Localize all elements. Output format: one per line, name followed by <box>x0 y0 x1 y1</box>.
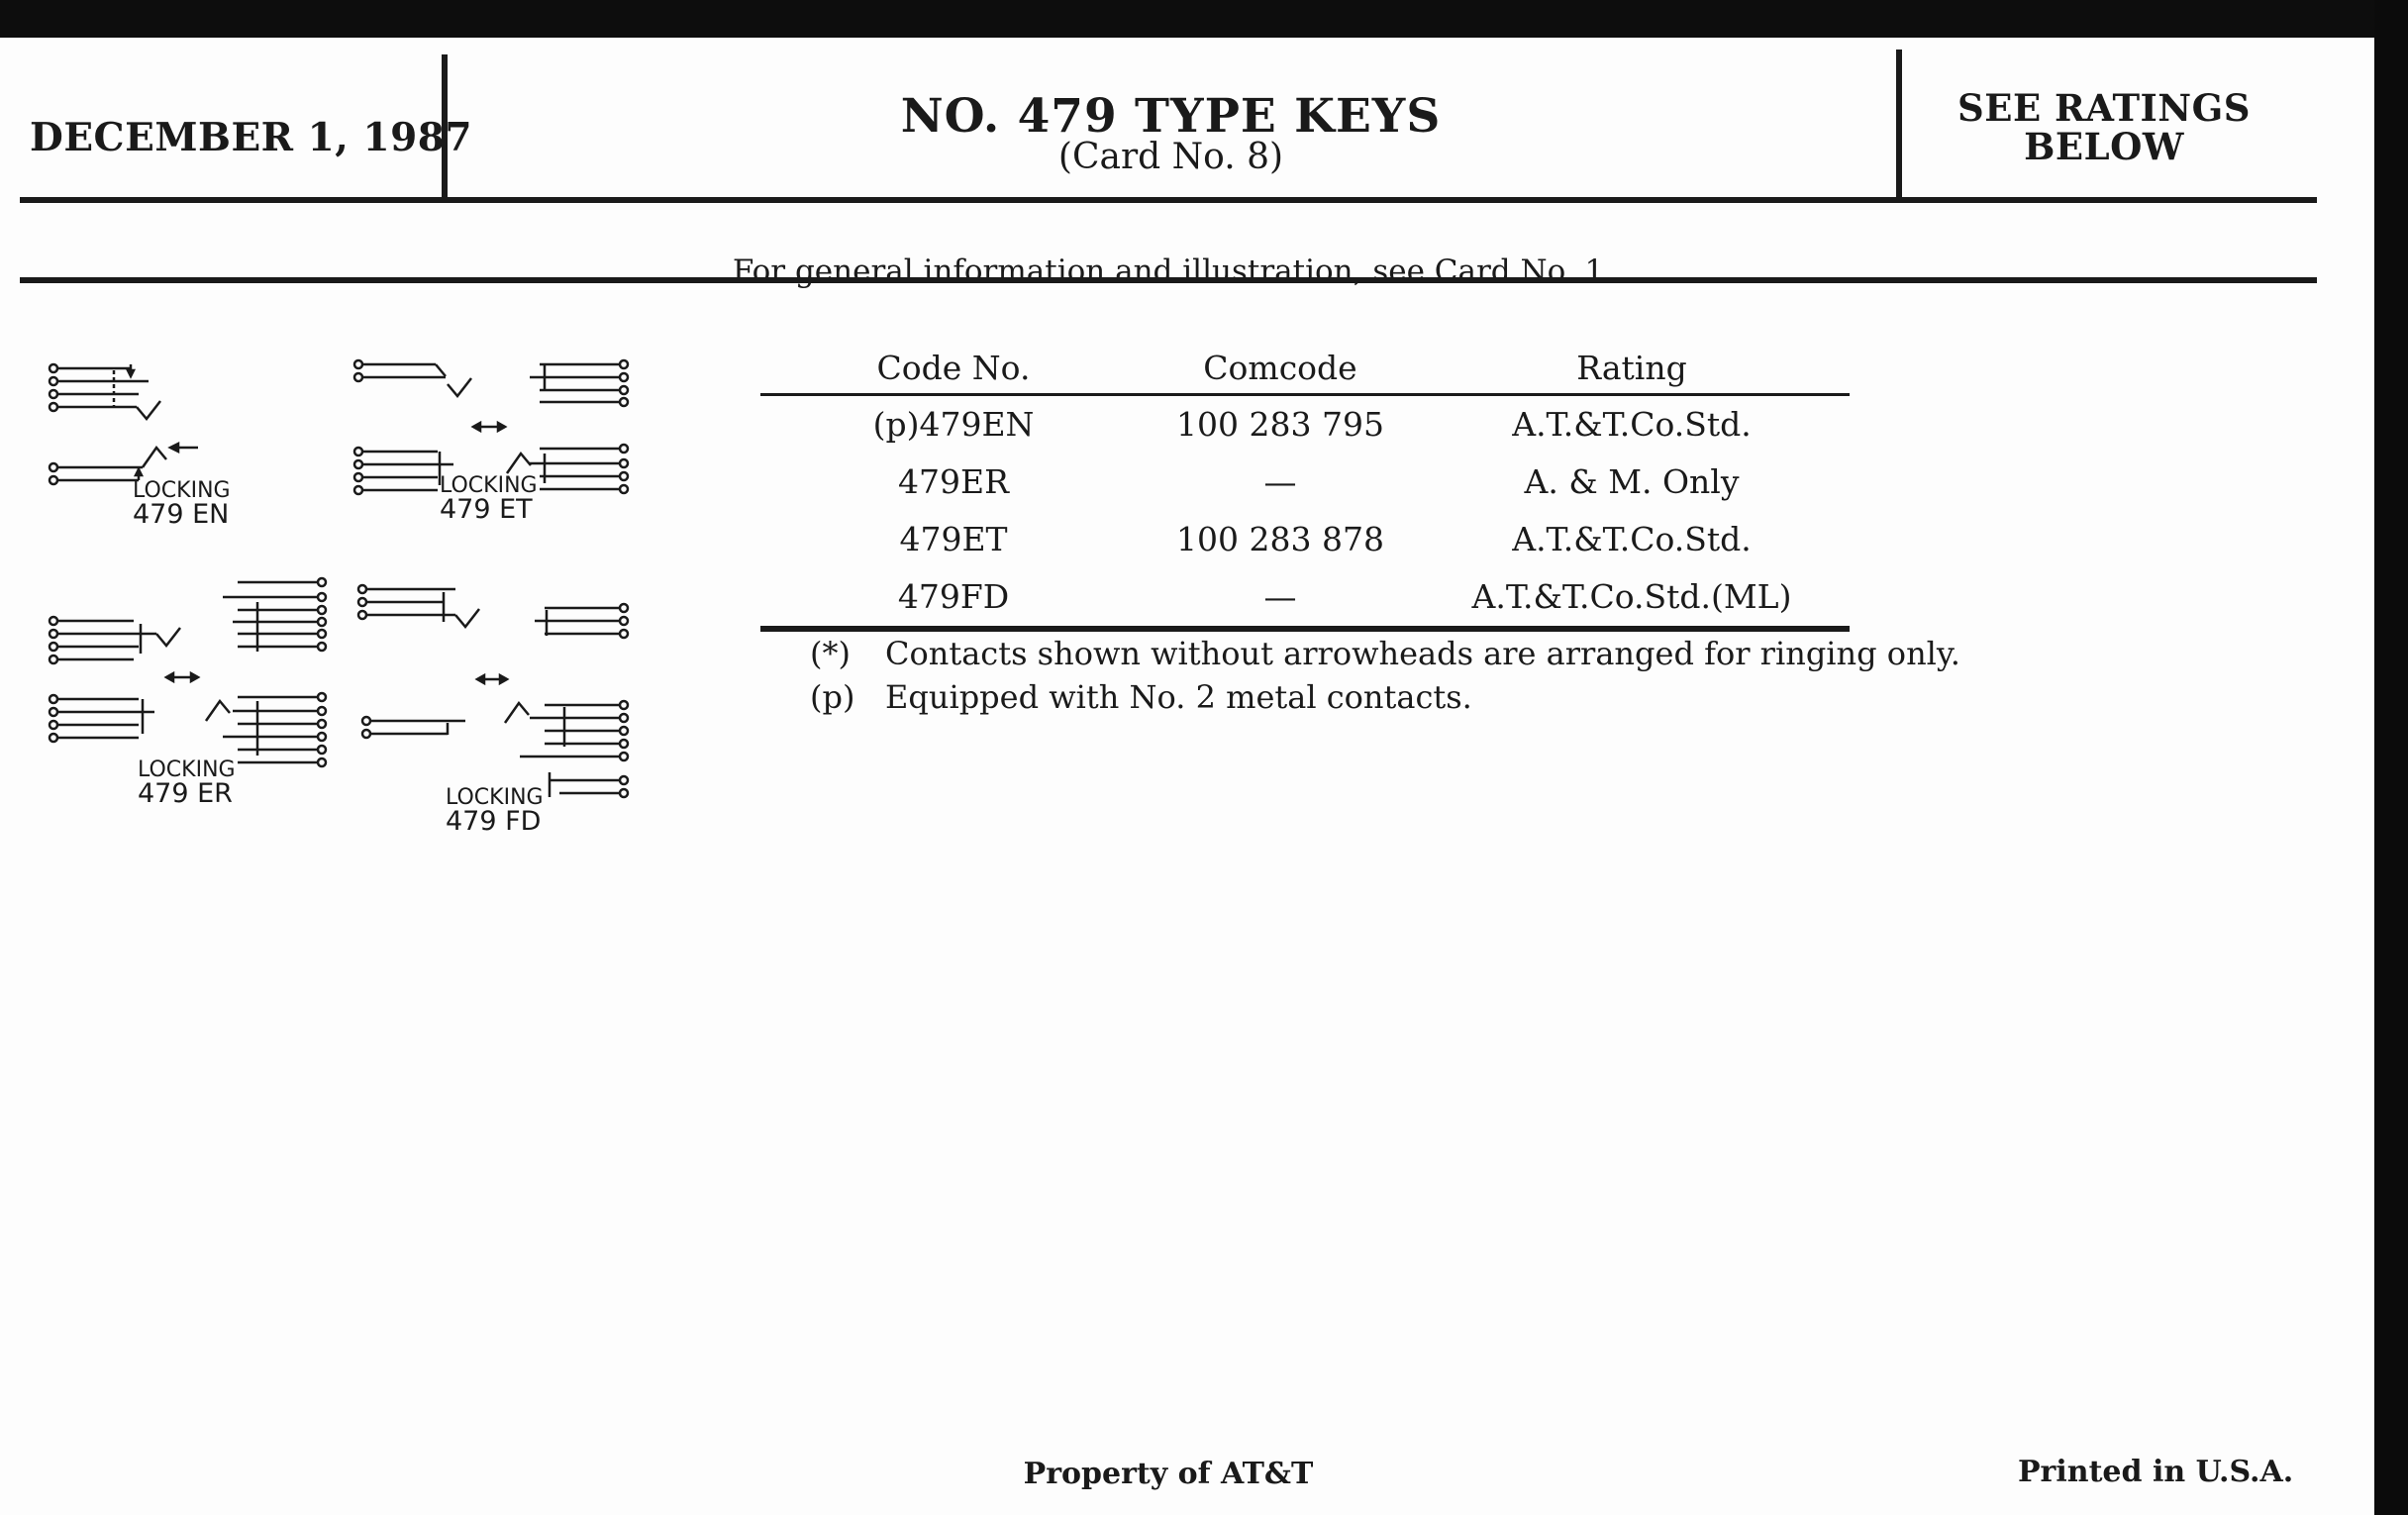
ratings-notice <box>1901 86 2307 168</box>
comcode-cell: 100 283 878 <box>1176 520 1384 558</box>
column-header-rating: Rating <box>1414 341 1850 395</box>
code-cell: 479ET <box>899 520 1008 558</box>
footnote-mark: (*) <box>810 635 851 672</box>
comcode-cell: — <box>1263 462 1297 501</box>
diagram-label-top: LOCKING <box>138 758 236 782</box>
comcode-cell: — <box>1147 568 1414 629</box>
footnote <box>810 632 1960 675</box>
code-table <box>760 341 1850 632</box>
diagram-479er <box>50 578 326 766</box>
diagram-label-top: LOCKING <box>440 473 538 498</box>
diagram-label-top: LOCKING <box>446 785 544 810</box>
footnote <box>810 675 1960 719</box>
footnote-mark: (p) <box>810 678 855 716</box>
table-row <box>760 395 1850 454</box>
diagram-479en <box>50 364 198 484</box>
comcode-cell: 100 283 795 <box>1176 405 1384 444</box>
table-header-row <box>760 341 1850 395</box>
diagram-label-479fd <box>446 785 544 837</box>
key-contact-diagrams <box>40 315 653 869</box>
card-date: DECEMBER 1, 1987 <box>30 115 472 160</box>
reference-card <box>0 38 2374 1515</box>
diagram-label-code: 479 FD <box>446 806 542 837</box>
rating-cell: A.T.&T.Co.Std. <box>1512 520 1752 558</box>
diagram-label-479en <box>133 478 231 530</box>
code-cell: 479FD <box>760 568 1147 629</box>
table-row <box>760 511 1850 568</box>
footnote-text: Contacts shown without arrowheads are arranged for ringing only. <box>885 635 1960 672</box>
diagram-label-479er <box>138 758 236 809</box>
diagram-479fd <box>358 585 628 797</box>
header-rule <box>20 197 2317 203</box>
footnotes <box>810 632 1960 719</box>
ratings-line-2: BELOW <box>2024 125 2184 168</box>
page-title: NO. 479 TYPE KEYS <box>900 89 1442 144</box>
card-number: (Card No. 8) <box>1057 137 1284 177</box>
column-header-code: Code No. <box>760 341 1147 395</box>
general-info: For general information and illustration, see Card No. 1 <box>732 253 1605 289</box>
footnote-text: Equipped with No. 2 metal contacts. <box>885 678 1472 716</box>
code-cell: 479ER <box>898 462 1009 501</box>
scan-edge <box>2374 0 2408 1515</box>
ratings-line-1: SEE RATINGS <box>1957 86 2251 130</box>
print-notice: Printed in U.S.A. <box>2018 1455 2294 1489</box>
diagram-label-code: 479 EN <box>133 499 230 530</box>
table-row <box>760 454 1850 511</box>
rating-cell: A. & M. Only <box>1524 462 1740 501</box>
rating-cell: A.T.&T.Co.Std. <box>1512 405 1752 444</box>
column-header-comcode: Comcode <box>1147 341 1414 395</box>
property-notice: Property of AT&T <box>1023 1457 1314 1491</box>
diagram-label-code: 479 ET <box>440 494 533 525</box>
rating-cell: A.T.&T.Co.Std.(ML) <box>1414 568 1850 629</box>
diagram-label-code: 479 ER <box>138 778 233 809</box>
diagram-label-479et <box>440 473 538 525</box>
diagram-label-top: LOCKING <box>133 478 231 503</box>
code-cell: (p)479EN <box>872 405 1035 444</box>
table-row <box>760 568 1850 629</box>
